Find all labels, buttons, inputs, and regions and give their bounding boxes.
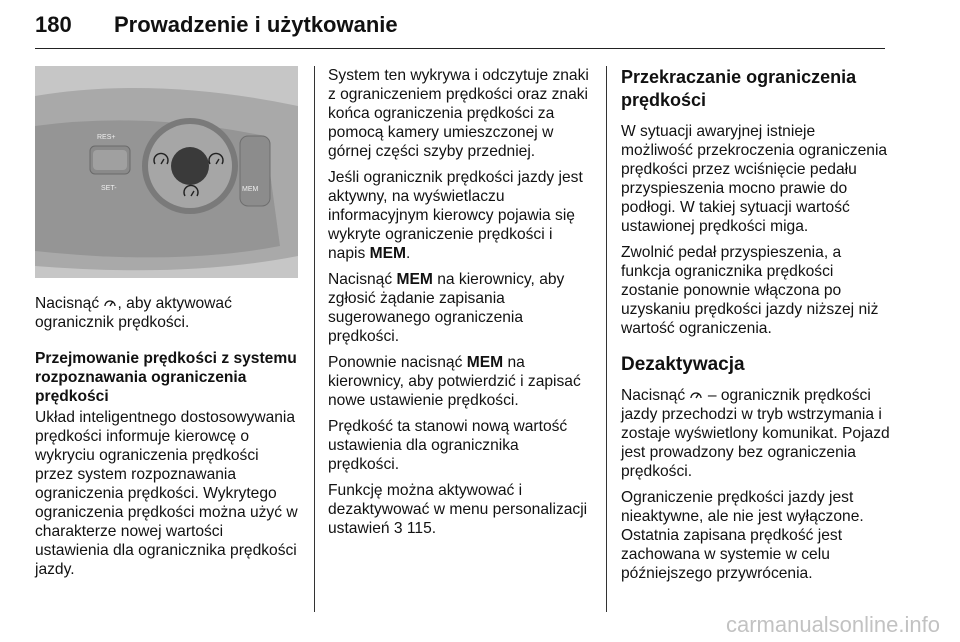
para1-after: , aby aktywować ogranicznik prędkości.	[35, 295, 232, 331]
steering-wheel-illustration	[35, 66, 298, 278]
mem-text: MEM	[466, 354, 504, 371]
mem-text: MEM	[369, 245, 407, 262]
speed-limiter-icon	[689, 388, 703, 402]
right-para-3	[621, 386, 891, 481]
watermark: carmanualsonline.info	[725, 612, 940, 637]
p4-after: na kierownicy, aby potwierdzić i zapisać nowe ustawienie prędkości.	[328, 354, 581, 409]
middle-para-3	[328, 270, 593, 346]
middle-para-6	[328, 481, 593, 538]
speed-limiter-icon	[103, 296, 117, 310]
middle-column	[328, 66, 593, 545]
column-divider-left	[314, 66, 315, 612]
center-button	[171, 147, 209, 185]
mem-text: MEM	[396, 271, 433, 288]
left-column	[35, 66, 300, 586]
running-title: Prowadzenie i użytkowanie	[114, 12, 398, 37]
middle-para-2	[328, 168, 593, 263]
right-para-4: Ograniczenie prędkości jazdy jest nieaktywne, ale nie jest wyłączone. Ostatnia zapisana prędkość jest zachowana w systemie w celu późniejszego przywrócenia.	[621, 489, 864, 582]
p6-text: Funkcję można aktywować i dezaktywować w menu personalizacji ustawień	[328, 482, 588, 537]
mem-label: MEM	[242, 186, 259, 193]
right-para-2: Zwolnić pedał przyspieszenia, a funkcja ogranicznika prędkości zostanie ponownie włączona po uzyskaniu prędkości jazdy niższej niż wartość ograniczenia.	[621, 244, 879, 337]
middle-para-1: System ten wykrywa i odczytuje znaki z ograniczeniem prędkości oraz znaki końca ograniczenia prędkości za pomocą kamery umieszczonej w górnej części szyby przedniej.	[328, 67, 589, 160]
p2-before: Jeśli ogranicznik prędkości jazdy jest aktywny, na wyświetlaczu informacyjnym kierowcy pojawia się wykryte ograniczenie prędkości i napis	[328, 169, 583, 262]
section-heading-takeover: Przejmowanie prędkości z systemu rozpoznawania ograniczenia prędkości	[35, 350, 297, 405]
section-heading-overspeed: Przekraczanie ograniczenia prędkości	[621, 67, 857, 110]
page-header	[35, 12, 885, 49]
page-reference-link[interactable]: 3 115.	[393, 520, 437, 537]
p4-before: Ponownie nacisnąć	[328, 354, 463, 371]
p3-before: Nacisnąć	[328, 271, 393, 288]
res-label: RES+	[97, 134, 116, 141]
mem-button	[240, 136, 270, 206]
left-para-2: Układ inteligentnego dostosowywania prędkości informuje kierowcę o wykryciu ograniczenia prędkości przez system rozpoznawania ograniczenia prędkości. Wykrytego ograniczenia prędkości można użyć w charakterze nowej wartości ustawienia dla ogranicznika prędkości jazdy.	[35, 409, 298, 578]
p3-after: – ogranicznik prędkości jazdy przechodzi w tryb wstrzymania i zostaje wyświetlony komunikat. Pojazd jest prowadzony bez ograniczenia prędkości.	[621, 387, 890, 480]
column-divider-right	[606, 66, 607, 612]
p3-after: na kierownicy, aby zgłosić żądanie zapisania sugerowanego ograniczenia prędkości.	[328, 271, 565, 345]
page-number: 180	[35, 12, 72, 37]
right-column	[621, 66, 891, 590]
para1-before: Nacisnąć	[35, 295, 100, 312]
middle-para-4	[328, 353, 593, 410]
p2-after: .	[406, 245, 411, 262]
left-para-1	[35, 294, 300, 332]
rocker-face	[93, 150, 127, 170]
steering-wheel-controls-figure	[35, 66, 298, 278]
p3-before: Nacisnąć	[621, 387, 686, 404]
middle-para-5: Prędkość ta stanowi nową wartość ustawienia dla ogranicznika prędkości.	[328, 418, 568, 473]
right-para-1: W sytuacji awaryjnej istnieje możliwość przekroczenia ograniczenia prędkości przez wciśnięcie pedału przyspieszenia mocno prawie do podłogi. W takiej sytuacji wartość ustawionej prędkości miga.	[621, 123, 888, 235]
set-label: SET-	[101, 185, 117, 192]
section-heading-deactivation: Dezaktywacja	[621, 354, 745, 375]
